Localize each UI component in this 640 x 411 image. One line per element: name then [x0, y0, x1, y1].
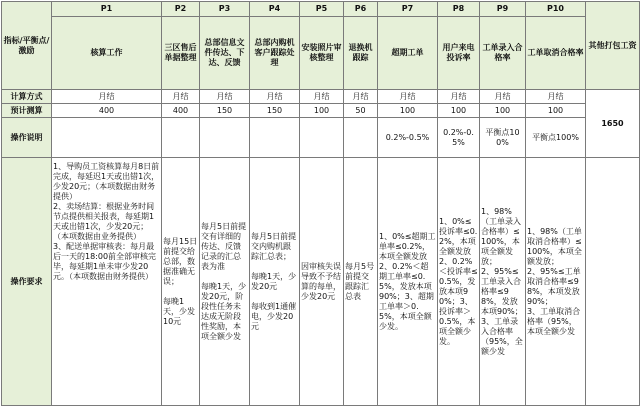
req-cell-p10: 1、98%（工单取消合格率）≤100%，本项全额发放； 2、95%≤工单取消合格率≤98%，本项发放90%； 3、工单取消合格率（95%，本项全额少发 — [526, 158, 586, 406]
budget-cell: 50 — [344, 104, 378, 118]
budget-cell: 100 — [438, 104, 480, 118]
calc-cell: 月结 — [162, 90, 200, 104]
req-cell-p7: 1、0%≤超期工单率≤0.2%，本项全额发放 2、0.2%＜超期工单率≤0.5%，发放本项90%；3、超期工单率＞0.5%，本项全额少发。 — [378, 158, 438, 406]
salary-table — [1, 1, 640, 406]
name-p5: 安装照片审核整理 — [300, 17, 344, 90]
explain-cell: 平衡点100% — [526, 118, 586, 158]
code-p10: P10 — [526, 2, 586, 17]
calc-cell: 月结 — [480, 90, 526, 104]
budget-cell: 100 — [480, 104, 526, 118]
other-value: 1650 — [586, 90, 640, 158]
calc-row — [2, 90, 640, 104]
name-p10: 工单取消合格率 — [526, 17, 586, 90]
req-cell-p5: 因审核失误导致不予结算的每单，少发20元 — [300, 158, 344, 406]
req-cell-p2: 每月15日前提交给总部，数据准确无误； 每晚1天，少发10元 — [162, 158, 200, 406]
name-p1: 核算工作 — [52, 17, 162, 90]
req-label: 操作要求 — [2, 158, 52, 406]
req-row — [2, 158, 640, 406]
req-cell-p9: 1、98%（工单录入合格率）≤100%，本项全额发放； 2、95%≤工单录入合格率≤98%，发放本项90%； 3、工单录入合格率（95%，全额少发 — [480, 158, 526, 406]
code-p9: P9 — [480, 2, 526, 17]
name-p2: 三区售后单据整理 — [162, 17, 200, 90]
calc-cell: 月结 — [438, 90, 480, 104]
name-p7: 超期工单 — [378, 17, 438, 90]
budget-cell: 100 — [300, 104, 344, 118]
budget-cell: 100 — [378, 104, 438, 118]
explain-cell — [300, 118, 344, 158]
calc-cell: 月结 — [526, 90, 586, 104]
budget-cell: 400 — [52, 104, 162, 118]
calc-cell: 月结 — [52, 90, 162, 104]
explain-cell — [200, 118, 250, 158]
corner-label: 指标/平衡点/激励 — [2, 2, 52, 90]
budget-row — [2, 104, 640, 118]
calc-label: 计算方式 — [2, 90, 52, 104]
calc-cell: 月结 — [200, 90, 250, 104]
name-p8: 用户来电投诉率 — [438, 17, 480, 90]
budget-cell: 150 — [250, 104, 300, 118]
code-p6: P6 — [344, 2, 378, 17]
req-cell-p8: 1、0%≤投诉率≤0.2%，本项全额发放 2、0.2%＜投诉率≤0.5%，发放本项90%；3、投诉率＞0.5%，本项全额少发。 — [438, 158, 480, 406]
explain-cell: 0.2%-0.5% — [438, 118, 480, 158]
budget-label: 预计测算 — [2, 104, 52, 118]
calc-cell: 月结 — [300, 90, 344, 104]
code-p8: P8 — [438, 2, 480, 17]
code-p4: P4 — [250, 2, 300, 17]
calc-cell: 月结 — [344, 90, 378, 104]
req-cell-p4: 每月5日前提交内购机跟踪汇总表； 每晚1天，少发20元 每收到1通催电，少发20元 — [250, 158, 300, 406]
budget-cell: 150 — [200, 104, 250, 118]
req-cell-p1: 1、导购员工资核算每月8日前完成，每延迟1天或出错1次，少发20元；（本项数据由财务提供） 2、卖场结算：根据业务时间节点提供相关报表，每延期1天或出错1次，少发20元；（本项数据由业务提供） 3、配送单据审核表：每月最后一天的18:00前全部审核完毕，每延期1单未审少发20元。（本项数据由财务提供） — [52, 158, 162, 406]
explain-cell — [52, 118, 162, 158]
name-p4: 总部内购机客户跟踪处理 — [250, 17, 300, 90]
other-header: 其他打包工资 — [586, 2, 640, 90]
explain-label: 操作说明 — [2, 118, 52, 158]
req-cell-p6: 每月5号前提交跟踪汇总表 — [344, 158, 378, 406]
code-p1: P1 — [52, 2, 162, 17]
calc-cell: 月结 — [378, 90, 438, 104]
name-p9: 工单录入合格率 — [480, 17, 526, 90]
code-p2: P2 — [162, 2, 200, 17]
code-row — [2, 2, 640, 17]
calc-cell: 月结 — [250, 90, 300, 104]
explain-cell: 0.2%-0.5% — [378, 118, 438, 158]
req-cell-p3: 每月5日前提交有详细的传达、反馈记录的汇总表为准 每晚1天，少发20元，阶段性任务未达成无阶段性奖励，本项全额少发 — [200, 158, 250, 406]
explain-cell — [162, 118, 200, 158]
budget-cell: 100 — [526, 104, 586, 118]
other-empty — [586, 158, 640, 406]
code-p3: P3 — [200, 2, 250, 17]
explain-cell — [344, 118, 378, 158]
budget-cell: 400 — [162, 104, 200, 118]
explain-cell — [250, 118, 300, 158]
explain-row — [2, 118, 640, 158]
code-p7: P7 — [378, 2, 438, 17]
name-row — [2, 17, 640, 90]
name-p6: 退换机跟踪 — [344, 17, 378, 90]
explain-cell: 平衡点100% — [480, 118, 526, 158]
name-p3: 总部信息文件传达、下达、反馈 — [200, 17, 250, 90]
code-p5: P5 — [300, 2, 344, 17]
